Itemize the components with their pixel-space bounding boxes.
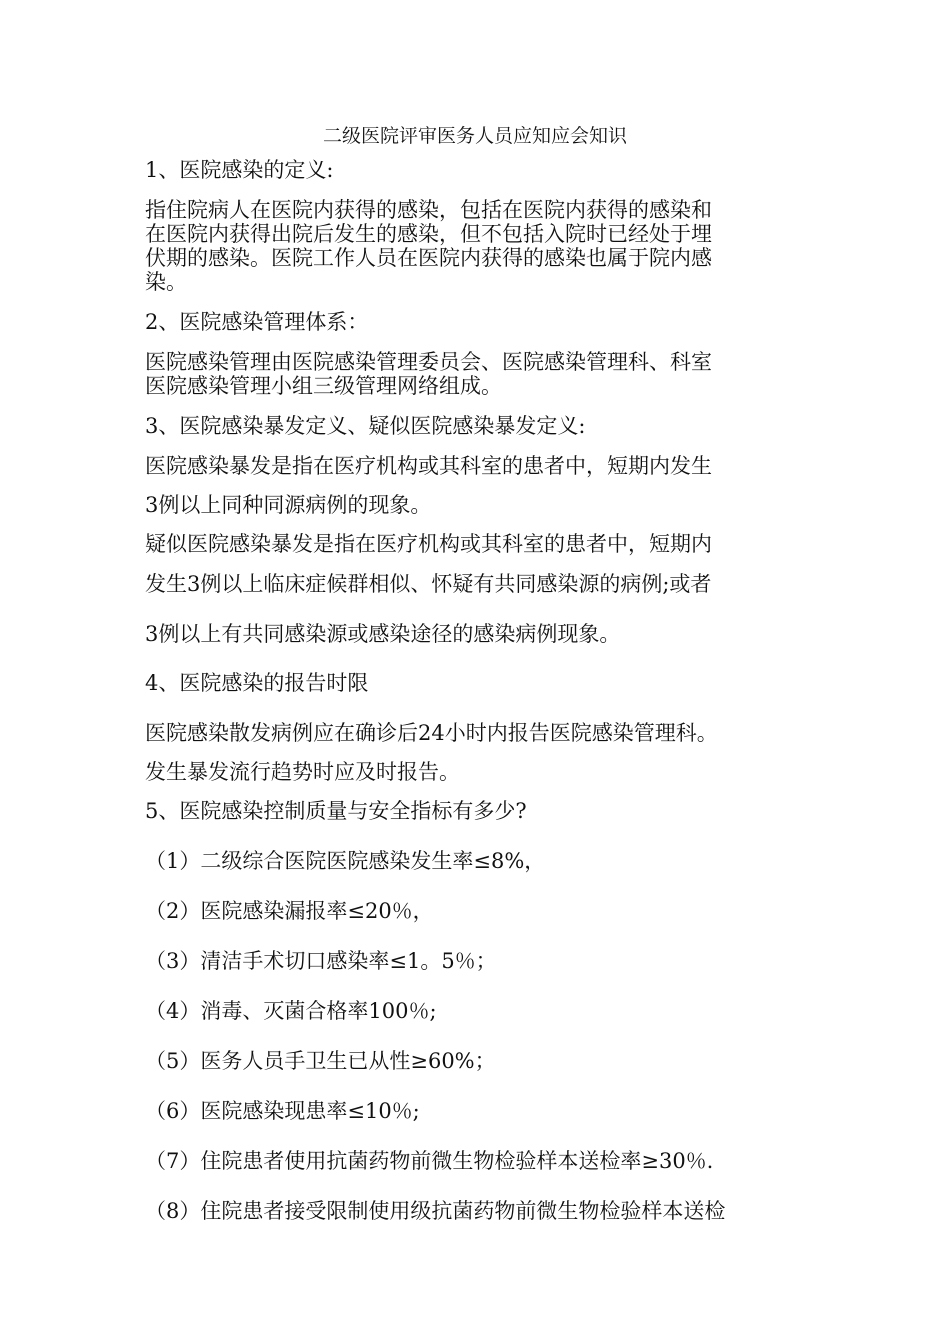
heading-4: 4、医院感染的报告时限: [145, 671, 369, 695]
paragraph-line: 发生暴发流行趋势时应及时报告。: [145, 760, 460, 784]
paragraph-line: 医院感染管理由医院感染管理委员会、医院感染管理科、科室: [145, 350, 712, 374]
paragraph-line: 发生3例以上临床症候群相似、怀疑有共同感染源的病例;或者: [145, 572, 712, 596]
list-item: （2）医院感染漏报率≤20％，: [145, 899, 434, 923]
list-item: （6）医院感染现患率≤10％;: [145, 1099, 420, 1123]
heading-1: 1、医院感染的定义:: [145, 158, 334, 182]
paragraph-line: 3例以上有共同感染源或感染途径的感染病例现象。: [145, 622, 621, 646]
list-item: （8）住院患者接受限制使用级抗菌药物前微生物检验样本送检: [145, 1199, 726, 1223]
document-body: [145, 158, 805, 1224]
list-item: （7）住院患者使用抗菌药物前微生物检验样本送检率≥30％.: [145, 1149, 714, 1173]
paragraph-line: 伏期的感染。医院工作人员在医院内获得的感染也属于院内感: [145, 246, 712, 270]
document-title: 二级医院评审医务人员应知应会知识: [322, 125, 627, 147]
list-item: （1）二级综合医院医院感染发生率≤8%，: [145, 849, 546, 873]
list-item: （5）医务人员手卫生已从性≥60%；: [145, 1049, 496, 1073]
paragraph-line: 染。: [145, 270, 187, 294]
paragraph-line: 疑似医院感染暴发是指在医疗机构或其科室的患者中，短期内: [145, 532, 712, 556]
heading-3: 3、医院感染暴发定义、疑似医院感染暴发定义:: [145, 414, 586, 438]
list-item: （4）消毒、灭菌合格率100％;: [145, 999, 437, 1023]
paragraph-line: 医院感染散发病例应在确诊后24小时内报告医院感染管理科。: [145, 721, 718, 745]
paragraph-line: 3例以上同种同源病例的现象。: [145, 493, 432, 517]
list-item: （3）清洁手术切口感染率≤1。5％；: [145, 949, 497, 973]
paragraph-line: 医院感染管理小组三级管理网络组成。: [145, 374, 502, 398]
paragraph-line: 在医院内获得出院后发生的感染，但不包括入院时已经处于埋: [145, 222, 712, 246]
heading-5: 5、医院感染控制质量与安全指标有多少?: [145, 799, 527, 823]
paragraph-line: 医院感染暴发是指在医疗机构或其科室的患者中，短期内发生: [145, 454, 712, 478]
paragraph-line: 指住院病人在医院内获得的感染，包括在医院内获得的感染和: [145, 198, 712, 222]
heading-2: 2、医院感染管理体系：: [145, 310, 369, 334]
